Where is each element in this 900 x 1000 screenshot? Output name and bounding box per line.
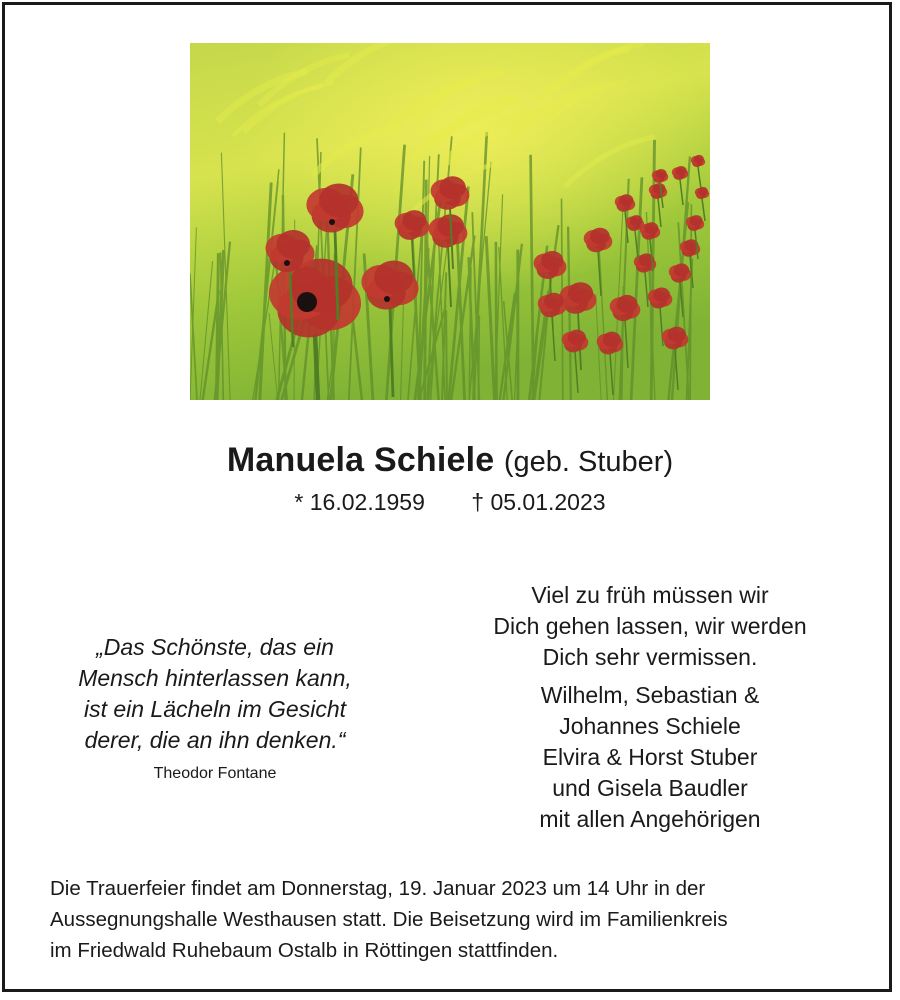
poppy-petal (319, 184, 358, 218)
funeral-details (50, 873, 860, 966)
poppy-petal (277, 230, 311, 259)
mourner-line: und Gisela Baudler (552, 775, 748, 801)
quote-author: Theodor Fontane (153, 765, 277, 782)
poppy-petal (590, 228, 610, 245)
quote-line: Mensch hinterlassen kann, (78, 665, 352, 691)
poppy-petal (439, 176, 466, 199)
poppy-petal (630, 215, 643, 226)
death-date: † 05.01.2023 (471, 489, 606, 515)
poppy-petal (674, 263, 689, 276)
poppy-petal (668, 327, 686, 343)
mourner-line: Wilhelm, Sebastian & (540, 682, 760, 708)
poppy-field-icon (190, 43, 710, 400)
poppy-petal (694, 155, 704, 163)
deceased-name-line (0, 438, 900, 484)
maiden-name: (geb. Stuber) (503, 446, 674, 478)
poppy-flower (695, 187, 709, 199)
poppy-flower (266, 230, 315, 272)
message-line: Dich gehen lassen, wir werden (493, 613, 807, 639)
spacer (440, 673, 860, 680)
poppy-center (284, 260, 290, 266)
quote (40, 632, 390, 756)
poppy-petal (541, 251, 563, 270)
life-dates (0, 487, 900, 517)
poppy-center (384, 296, 390, 302)
poppy-petal (644, 222, 658, 234)
poppy-petal (676, 166, 687, 176)
poppy-petal (619, 194, 633, 206)
poppy-petal (698, 187, 708, 195)
message-line: Dich sehr vermissen. (542, 644, 758, 670)
quote-line: ist ein Lächeln im Gesicht (83, 696, 347, 722)
poppy-field-painting (190, 43, 710, 400)
family-message (440, 580, 860, 835)
deceased-name: Manuela Schiele (226, 441, 495, 479)
poppy-petal (568, 282, 593, 304)
message-line: Viel zu früh müssen wir (531, 582, 769, 608)
mourner-line: Johannes Schiele (559, 713, 741, 739)
poppy-petal (653, 288, 670, 302)
poppy-stem (315, 334, 318, 400)
poppy-petal (544, 293, 564, 310)
poppy-center (329, 219, 335, 225)
mourner-line: Elvira & Horst Stuber (542, 744, 758, 770)
poppy-petal (568, 330, 586, 346)
grass-stroke (217, 253, 219, 400)
grass-stroke (446, 310, 447, 400)
poppy-petal (656, 169, 667, 179)
poppy-petal (617, 295, 638, 313)
poppy-flower (669, 263, 691, 282)
poppy-flower (691, 155, 705, 167)
poppy-petal (603, 332, 621, 348)
funeral-line: Die Trauerfeier findet am Donnerstag, 19. Januar 2023 um 14 Uhr in der (50, 877, 706, 900)
poppy-petal (402, 210, 426, 230)
quote-line: „Das Schönste, das ein (96, 634, 334, 660)
quote-line: derer, die an ihn denken.“ (84, 727, 346, 753)
poppy-petal (690, 215, 703, 226)
mourner-line: mit allen Angehörigen (539, 806, 761, 832)
poppy-petal (374, 261, 413, 295)
birth-date: * 16.02.1959 (294, 489, 425, 515)
poppy-petal (653, 183, 666, 194)
funeral-line: Aussegnungshalle Westhausen statt. Die Beisetzung wird im Familienkreis (50, 908, 728, 931)
funeral-line: im Friedwald Ruhebaum Ostalb in Röttingen stattfinden. (50, 939, 559, 962)
poppy-center (297, 292, 317, 312)
